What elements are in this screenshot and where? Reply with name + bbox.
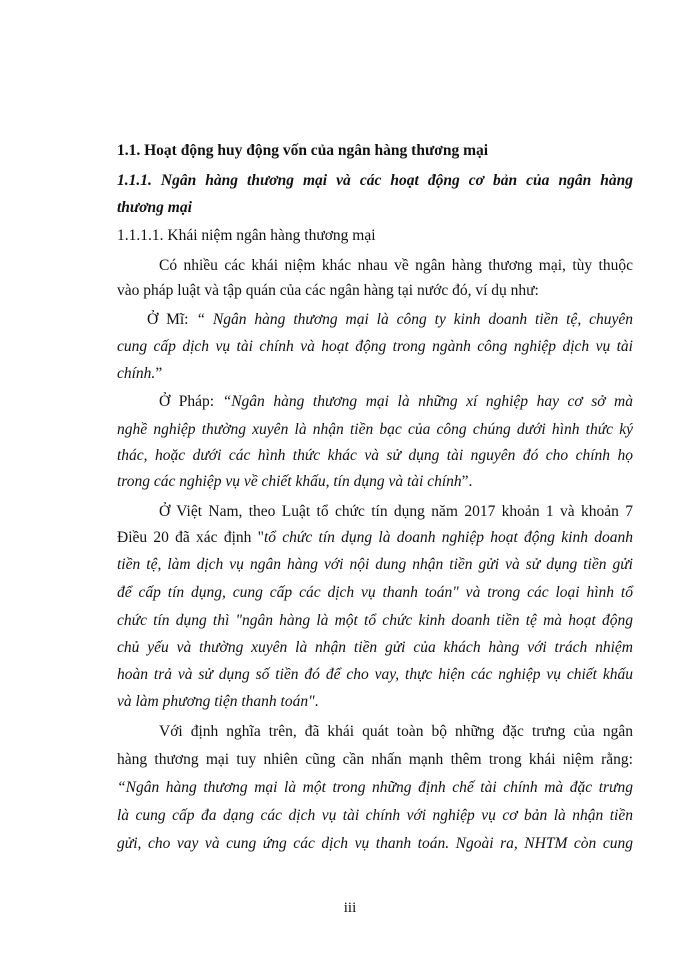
definition-summary-line: gửi, cho vay và cung ứng các dịch vụ thanh toán. Ngoài ra, NHTM còn cung — [117, 835, 633, 852]
vietnam-quote-text: và làm phương tiện thanh toán" — [117, 693, 315, 710]
us-label: Ở Mĩ: — [147, 311, 197, 328]
us-quote-text: chính. — [117, 365, 156, 382]
intro-paragraph-line: vào pháp luật và tập quán của các ngân hàng tại nước đó, ví dụ như: — [117, 282, 539, 299]
definition-summary-line: “Ngân hàng thương mại là một trong những định chế tài chính mà đặc trưng — [117, 779, 633, 796]
intro-paragraph-line: Có nhiều các khái niệm khác nhau về ngân hàng thương mại, tùy thuộc — [159, 257, 633, 274]
vietnam-definition-line: Ở Việt Nam, theo Luật tổ chức tín dụng năm 2017 khoản 1 và khoản 7 — [159, 503, 633, 520]
france-definition-line — [159, 392, 633, 412]
france-quote-text: “Ngân hàng thương mại là những xí nghiệp hay cơ sở mà — [222, 393, 633, 410]
france-label: Ở Pháp: — [159, 393, 223, 410]
us-definition-line — [147, 310, 633, 330]
vietnam-definition-line: để cấp tín dụng, cung cấp các dịch vụ thanh toán" và trong các loại hình tổ — [117, 584, 633, 601]
subsubsection-heading: 1.1.1.1. Khái niệm ngân hàng thương mại — [117, 227, 376, 244]
definition-summary-line: hàng thương mại tuy nhiên cũng cần nhấn mạnh thêm trong khái niệm rằng: — [117, 751, 633, 768]
vietnam-lead: Điều 20 đã xác định " — [117, 529, 264, 546]
us-definition-line — [117, 364, 162, 384]
quote-close: ”. — [461, 473, 473, 490]
section-heading: 1.1. Hoạt động huy động vốn của ngân hàng thương mại — [117, 142, 489, 159]
subsection-heading-line-2: thương mại — [117, 199, 192, 216]
us-definition-line: cung cấp dịch vụ tài chính và hoạt động trong ngành công nghiệp dịch vụ tài — [117, 338, 633, 355]
vietnam-quote-text: tổ chức tín dụng là doanh nghiệp hoạt động kinh doanh — [263, 529, 633, 546]
quote-close: ” — [155, 365, 163, 382]
vietnam-definition-line: chức tín dụng thì "ngân hàng là một tổ chức kinh doanh tiền tệ mà hoạt động — [117, 612, 633, 629]
definition-summary-line: Với định nghĩa trên, đã khái quát toàn bộ những đặc trưng của ngân — [159, 723, 633, 740]
france-definition-line — [117, 472, 472, 492]
vietnam-definition-line: chủ yếu và thường xuyên là nhận tiền gửi của khách hàng với trách nhiệm — [117, 639, 633, 656]
vietnam-definition-line: tiền tệ, làm dịch vụ ngân hàng với nội dung nhận tiền gửi và sử dụng tiền gửi — [117, 556, 633, 573]
definition-summary-line: là cung cấp đa dạng các dịch vụ tài chính với nghiệp vụ cơ bản là nhận tiền — [117, 807, 633, 824]
period: . — [314, 693, 319, 710]
france-definition-line: nghề nghiệp thường xuyên là nhận tiền bạc của công chúng dưới hình thức ký — [117, 421, 633, 438]
france-quote-text: trong các nghiệp vụ về chiết khấu, tín dụng và tài chính — [117, 473, 462, 490]
vietnam-definition-line — [117, 692, 318, 712]
vietnam-definition-line — [117, 528, 633, 548]
us-quote-text: “ Ngân hàng thương mại là công ty kinh doanh tiền tệ, chuyên — [196, 311, 633, 328]
france-definition-line: thác, hoặc dưới các hình thức khác và sử dụng tài nguyên đó cho chính họ — [117, 447, 633, 464]
vietnam-definition-line: hoàn trả và sử dụng số tiền đó để cho vay, thực hiện các nghiệp vụ chiết khấu — [117, 666, 633, 683]
page-number: iii — [343, 900, 357, 916]
subsection-heading-line-1: 1.1.1. Ngân hàng thương mại và các hoạt động cơ bản của ngân hàng — [117, 172, 633, 189]
